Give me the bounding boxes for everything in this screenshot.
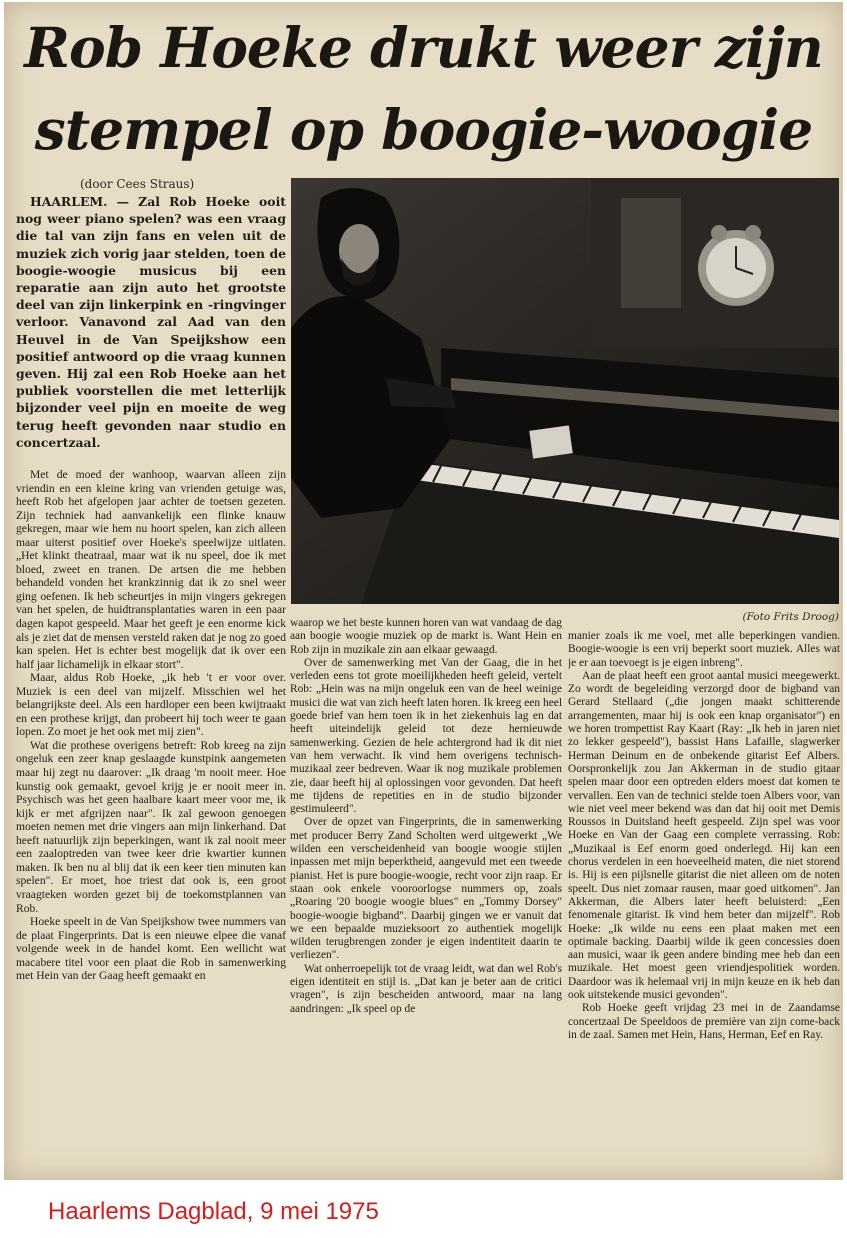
paragraph: Maar, aldus Rob Hoeke, „ik heb 't er voor over. Muziek is een deel van mijzelf. Misschien wel het belangrijkste deel. Als een hardloper een been kwijtraakt en een prothese krijgt, dan probeert hij toch weer te gaan lopen. Zo moet je het ook met mij zien". <box>16 671 286 739</box>
article-column-1 <box>16 468 286 1180</box>
headline-line-1: Rob Hoeke drukt weer zijn <box>24 15 823 80</box>
paragraph: Aan de plaat heeft een groot aantal musici meegewerkt. Zo wordt de begeleiding verzorgd door de bigband van Gerard Stellaard („die jongen maakt schitterende arrangementen, maar hij is ook een knap organisator") en we horen trompettist Ray Kaart (Ray: „Ik heb in jaren niet zo lekker gespeeld"), bassist Hans Lafaille, slagwerker Herman Deinum en de onbekende gitarist Eef Albers. Oorspronkelijk zou Jan Akkerman in de studio gitaar spelen maar door een optreden elders moest dat komen te vervallen. Een van de technici stelde toen Albers voor, van wie niet veel meer bekend was dan dat hij ooit met Demis Roussos in Duitsland heeft gespeeld. Zijn spel was voor Hoeke en Van der Gaag een complete verrassing. Rob: „Muzikaal is Eef enorm goed onderlegd. Hij kan een chorus verdelen in een hoeveelheid maten, die niet storend is. Hij is een pijlsnelle gitarist die niet alleen om de noten speelt. Dus niet zomaar rausen, maar goed uitkomen". Jan Akkerman, die Albers later heeft beluisterd: „Een fenomenale gitarist. Ik vind hem beter dan mijzelf". Rob Hoeke: „Ik wilde nu eens een plaat maken met een optimale backing. Daarbij wilde ik geen concessies doen aan musici, waar ik geen andere binding mee heb dan een muzikale. Het moest geen vriendjespolitiek worden. Daardoor was ik helemaal vrij in mijn keuze en ik heb dan ook uitstekende musici gevonden". <box>568 669 840 1002</box>
photo-rob-hoeke-at-piano <box>291 178 839 604</box>
headline-line-2: stempel op boogie-woogie <box>34 97 813 162</box>
paragraph: Over de samenwerking met Van der Gaag, die in het verleden eens tot grote moeilijkheden heeft geleid, vertelt Rob: „Hein was na mijn ongeluk een van de heel weinige musici die wat van zich heeft laten horen. Ik kreeg een heel goede brief van hem toen ik in het ziekenhuis lag en dat heeft uiteindelijk geleid tot deze hernieuwde samenwerking. Gezien de hele achtergrond had ik dit niet van hem verwacht. Ik vind hem overigens technisch-muzikaal zeer bedreven. Waar ik nog muzikale problemen zie, daar heeft hij al oplossingen voor gevonden. Dat heeft me tijdens de repetities en in de studio bijzonder gestimuleerd". <box>290 656 562 816</box>
source-caption: Haarlems Dagblad, 9 mei 1975 <box>48 1198 379 1225</box>
lead-paragraph <box>16 193 286 465</box>
paragraph: waarop we het beste kunnen horen van wat vandaag de dag aan boogie woogie muziek op de markt is. Want Hein en Rob zijn in muzikale zin aan elkaar gewaagd. <box>290 617 562 656</box>
article-column-2 <box>290 617 562 1180</box>
paragraph: Wat die prothese overigens betreft: Rob kreeg na zijn ongeluk een zeer knap geslaagde kunstpink aangemeten maar hij zegt nu daarover: „Ik draag 'm nooit meer. Hoe kunstig ook gemaakt, gevoel krijg je er nooit meer in. Psychisch was het geen haalbare kaart meer voor me, ik kijk er met afgrijzen naar". Ik zal gewoon genoegen moeten nemen met drie vingers aan mijn linkerhand. Dat heeft natuurlijk zijn beperkingen, want ik zal nooit meer een zaaloptreden van twee keer drie kwartier kunnen maken. Ik ben nu al blij dat ik een keer tien minuten kan spelen". Er moet, hoe triest dat ook is, een groot vraagteken worden gezet bij de toekomstplannen van Rob. <box>16 738 286 915</box>
paragraph: manier zoals ik me voel, met alle beperkingen vandien. Boogie-woogie is een vrij beperkt soort muziek. Alles wat je er aan toevoegt is je eigen inbreng". <box>568 630 840 669</box>
paragraph: Met de moed der wanhoop, waarvan alleen zijn vriendin en een kleine kring van vrienden getuige was, heeft Rob het afgelopen jaar achter de toetsen gezeten. Zijn techniek had aanvankelijk een flinke knauw gekregen, maar wie hem nu hoort spelen, kan zich alleen maar uiterst positief over Hoeke's speelwijze uitlaten. „Het klinkt theatraal, maar wat ik nu speel, doe ik met bloed, zweet en tranen. De artsen die me hebben behandeld vonden het krankzinnig dat ik zo snel weer ging oefenen. Ik heb scheurtjes in mijn vingers gekregen van het spelen, de huidtransplantaties waren in een paar dagen kapot gespeeld. Maar het geeft je een enorme kick als je ziet dat de mensen versteld raken dat je nog zo goed kan spelen. Het is echter best mogelijk dat ik over een half jaar lichamelijk in elkaar stort". <box>16 468 286 671</box>
byline: (door Cees Straus) <box>80 177 195 191</box>
article-column-3 <box>568 630 840 1180</box>
paragraph: Rob Hoeke geeft vrijdag 23 mei in de Zaandamse concertzaal De Speeldoos de première van zijn come-back in de zaal. Samen met Hein, Hans, Herman, Eef en Ray. <box>568 1002 840 1041</box>
lead-dateline: HAARLEM. <box>30 194 108 209</box>
paragraph: Over de opzet van Fingerprints, die in samenwerking met producer Berry Zand Scholten werd uitgewerkt „We wilden een verscheidenheid van boogie woogie stijlen inpassen met mijn beperktheid, aangevuld met een tweede pianist. Het is pure boogie-woogie, recht voor zijn raap. Er staan ook enkele vooroorlogse nummers op, zoals „Roaring '20 boogie woogie blues" en „Tommy Dorsey" boogie-woogie bigband". Daarbij gingen we er vanuit dat we een bepaalde muzieksoort zo authentiek mogelijk wilden terugbrengen zonder je eigen indentiteit daarin te verliezen". <box>290 816 562 962</box>
paragraph: Wat onherroepelijk tot de vraag leidt, wat dan wel Rob's eigen identiteit en stijl is. „Dat kan je beter aan de critici vragen", is zijn bescheiden antwoord, maar na lang aandringen: „Ik speel op de <box>290 962 562 1015</box>
photo-credit: (Foto Frits Droog) <box>742 611 839 623</box>
lead-text: — Zal Rob Hoeke ooit nog weer piano spelen? was een vraag die tal van zijn fans en velen uit de muziek zich vorig jaar stelden, toen de boogie-woogie musicus bij een reparatie aan zijn auto het grootste deel van zijn linkerpink en -ringvinger verloor. Vanavond zal Aad van den Heuvel in de Van Speijkshow een positief antwoord op die vraag kunnen geven. Hij zal een Rob Hoeke aan het publiek voorstellen die met letterlijk bijzonder veel pijn en moeite de weg terug heeft gevonden naar studio en concertzaal. <box>16 194 286 450</box>
paragraph: Hoeke speelt in de Van Speijkshow twee nummers van de plaat Fingerprints. Dat is een nieuwe elpee die vanaf volgende week in de handel komt. Een wellicht wat macabere titel voor een plaat die Rob in samenwerking met Hein van der Gaag heeft gemaakt en <box>16 915 286 983</box>
article-photo <box>291 178 839 604</box>
